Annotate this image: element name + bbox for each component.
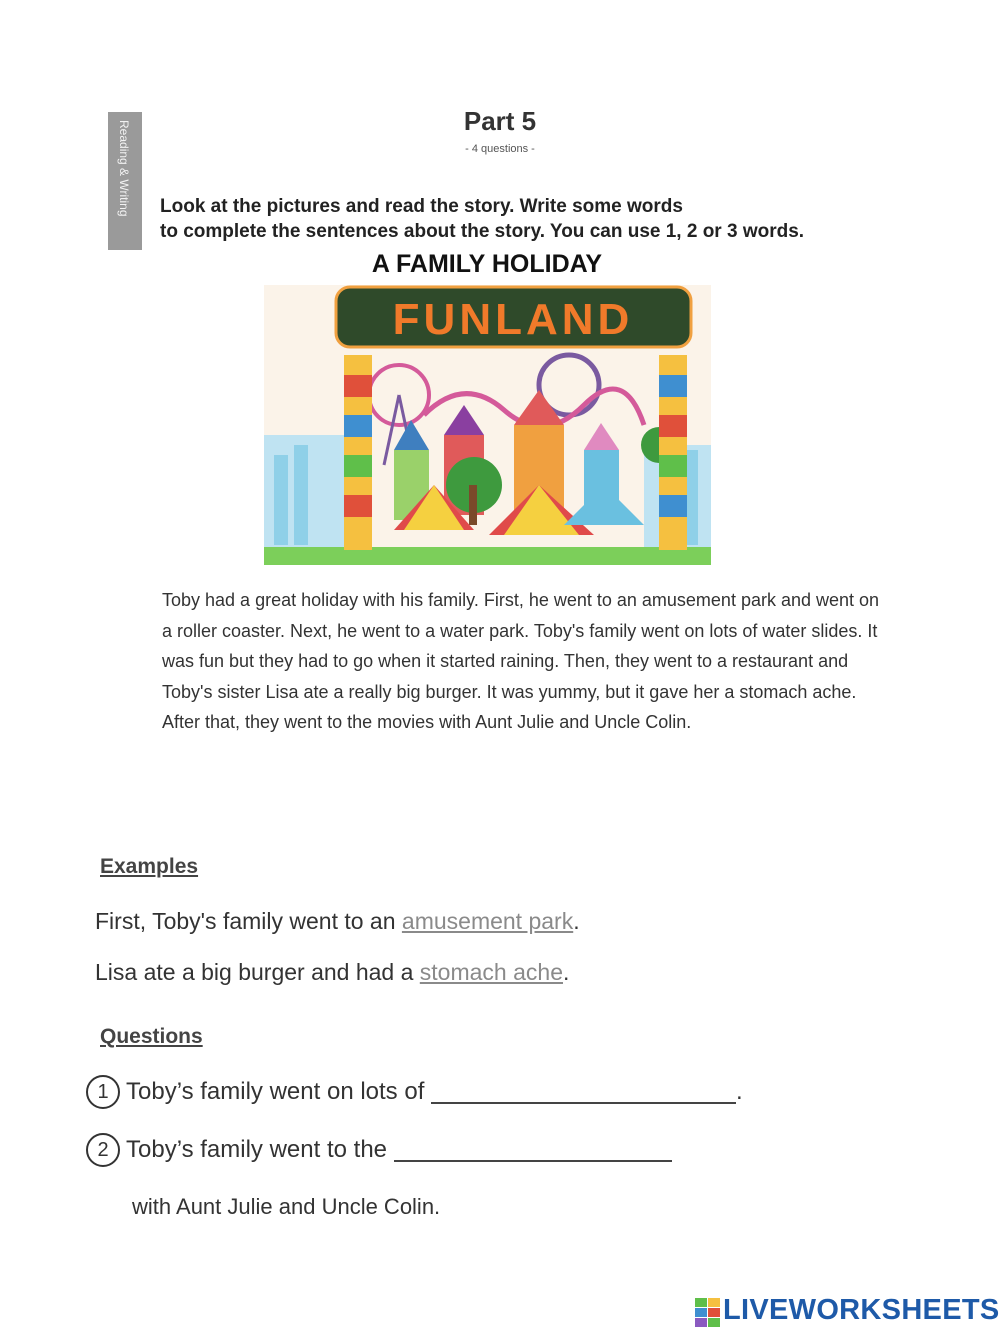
example-2-period: . [563,959,570,985]
example-2-text: Lisa ate a big burger and had a [95,959,420,985]
question-2 [86,1133,672,1167]
example-2 [95,959,569,986]
examples-heading: Examples [100,855,199,878]
story-text: Toby had a great holiday with his family. First, he went to an amusement park and went on a roller coaster. Next, he went to a water park. Toby's family went on lots of water slides. It was fun but they had to go when it started raining. Then, they went to a restaurant and Toby's sister Lisa ate a really big burger. It was yummy, but it gave her a stomach ache. After that, they went to the movies with Aunt Julie and Uncle Colin. [162,590,880,732]
question-2-number: 2 [86,1133,120,1167]
funland-picture [264,285,711,565]
example-2-answer: stomach ache [419,959,563,985]
question-1-text: Toby’s family went on lots of [126,1078,432,1105]
part-title: Part 5 [463,106,537,136]
instruction-line-1: Look at the pictures and read the story. Write some words [160,196,683,217]
example-1 [95,908,580,935]
question-1-period: . [736,1078,743,1105]
question-2-answer-blank[interactable] [394,1138,672,1162]
part-subtitle: - 4 questions - [465,143,535,155]
story-title: A FAMILY HOLIDAY [371,250,603,278]
liveworksheets-logo-text: LIVEWORKSHEETS [723,1294,1000,1326]
questions-heading: Questions [100,1025,203,1048]
question-2-text: Toby’s family went to the [126,1136,394,1163]
example-1-period: . [573,908,580,934]
side-tab-label: Reading & Writing [117,120,131,217]
example-1-text: First, Toby's family went to an [95,908,402,934]
question-1 [86,1075,743,1109]
question-1-answer-blank[interactable] [431,1080,736,1104]
example-1-answer: amusement park [401,908,574,934]
funland-sign: FUNLAND [392,295,634,344]
liveworksheets-logo-icon [695,1298,721,1328]
instruction-line-2: to complete the sentences about the story. You can use 1, 2 or 3 words. [160,221,805,242]
question-1-number: 1 [86,1075,120,1109]
question-2-continuation: with Aunt Julie and Uncle Colin. [132,1194,441,1219]
